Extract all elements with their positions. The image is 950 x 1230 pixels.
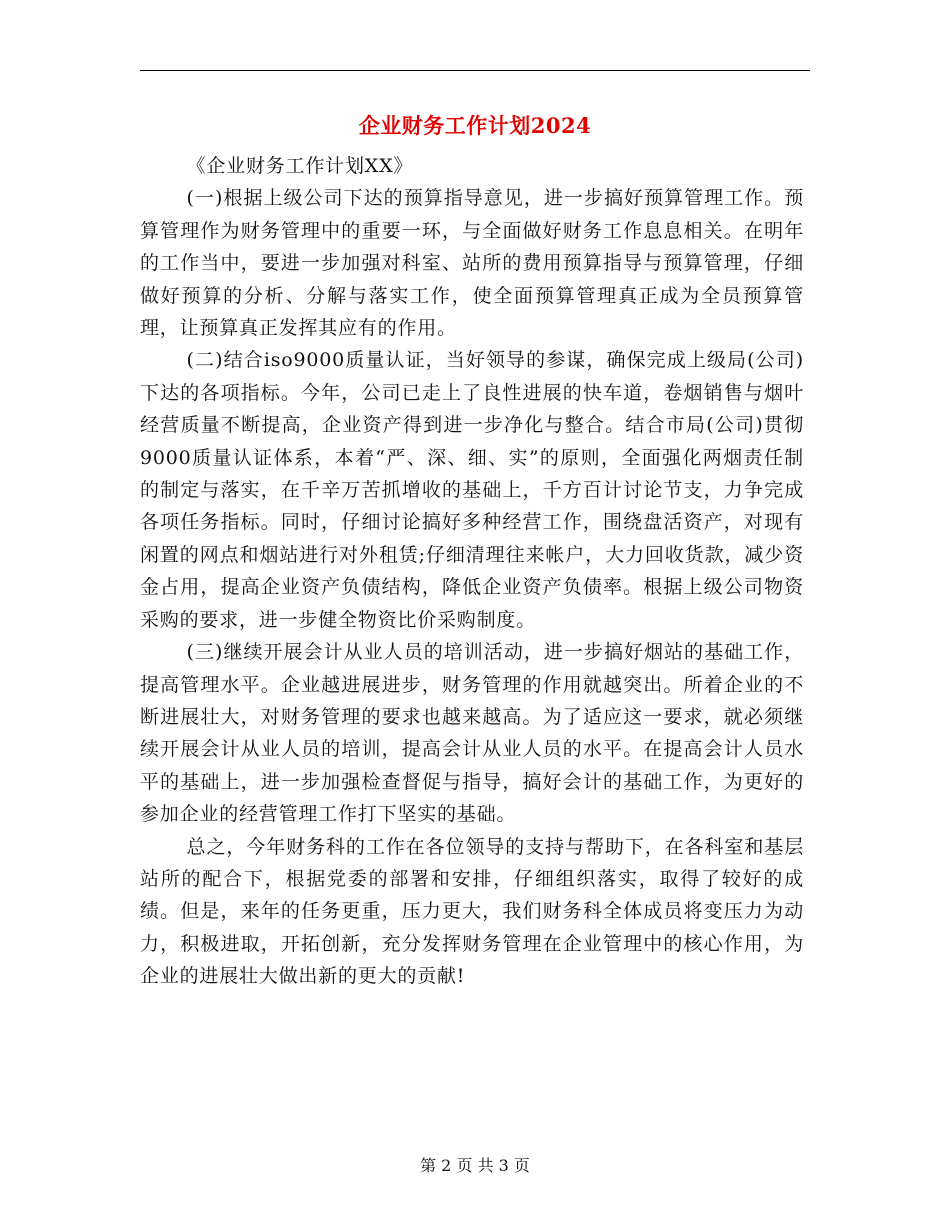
document-body [140,150,804,993]
paragraph-4: 总之，今年财务科的工作在各位领导的支持与帮助下，在各科室和基层站所的配合下，根据党委的部署和安排，仔细组织落实，取得了较好的成绩。但是，来年的任务更重，压力更大，我们财务科全体成员将变压力为动力，积极进取，开拓创新，充分发挥财务管理在企业管理中的核心作用，为企业的进展壮大做出新的更大的贡献! [140,835,804,988]
header-rule [140,70,810,71]
document-subtitle: 《企业财务工作计划XX》 [186,155,414,177]
paragraph-2: (二)结合iso9000质量认证，当好领导的参谋，确保完成上级局(公司)下达的各项指标。今年，公司已走上了良性进展的快车道，卷烟销售与烟叶经营质量不断提高，企业资产得到进一步净化与整合。结合市局(公司)贯彻9000质量认证体系，本着“严、深、细、实”的原则，全面强化两烟责任制的制定与落实，在千辛万苦抓增收的基础上，千方百计讨论节支，力争完成各项任务指标。同时，仔细讨论搞好多种经营工作，围绕盘活资产，对现有闲置的网点和烟站进行对外租赁;仔细清理往来帐户，大力回收货款，减少资金占用，提高企业资产负债结构，降低企业资产负债率。根据上级公司物资采购的要求，进一步健全物资比价采购制度。 [140,349,804,631]
page-number-footer: 第 2 页 共 3 页 [420,1156,530,1175]
paragraph-3: (三)继续开展会计从业人员的培训活动，进一步搞好烟站的基础工作，提高管理水平。企业越进展进步，财务管理的作用就越突出。所着企业的不断进展壮大，对财务管理的要求也越来越高。为了适应这一要求，就必须继续开展会计从业人员的培训，提高会计从业人员的水平。在提高会计人员水平的基础上，进一步加强检查督促与指导，搞好会计的基础工作，为更好的参加企业的经营管理工作打下坚实的基础。 [140,641,804,826]
document-title: 企业财务工作计划2024 [358,113,592,138]
paragraph-1: (一)根据上级公司下达的预算指导意见，进一步搞好预算管理工作。预算管理作为财务管理中的重要一环，与全面做好财务工作息息相关。在明年的工作当中，要进一步加强对科室、站所的费用预算指导与预算管理，仔细做好预算的分析、分解与落实工作，使全面预算管理真正成为全员预算管理，让预算真正发挥其应有的作用。 [140,187,804,340]
